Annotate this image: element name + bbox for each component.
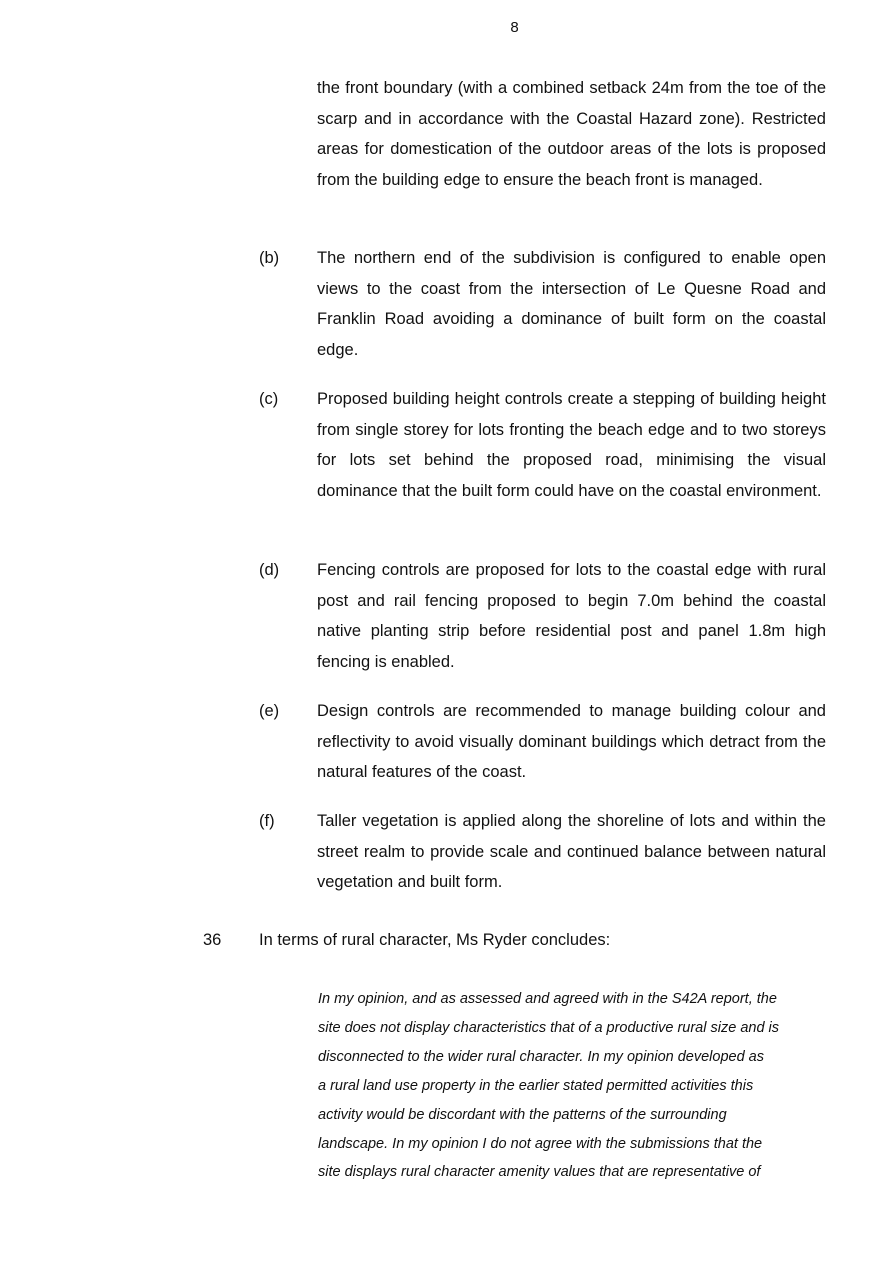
- list-item-c: [259, 384, 827, 506]
- paragraph-text: In terms of rural character, Ms Ryder concludes:: [259, 931, 611, 949]
- list-item-text: The northern end of the subdivision is configured to enable open views to the coast from the intersection of Le Quesne Road and Franklin Road avoiding a dominance of built form on the coastal edge.: [317, 249, 826, 359]
- list-item-b: [259, 243, 827, 365]
- list-item-d: [259, 555, 827, 677]
- quote-line: In my opinion, and as assessed and agreed with in the S42A report, the: [318, 991, 777, 1007]
- list-item-f: [259, 806, 827, 898]
- quote-line: landscape. In my opinion I do not agree with the submissions that the: [318, 1135, 763, 1152]
- list-item-text: Taller vegetation is applied along the shoreline of lots and within the street realm to provide scale and continued balance between natural vegetation and built form.: [317, 812, 826, 891]
- block-quote: [318, 985, 827, 1187]
- paragraph-number: 36: [203, 931, 222, 949]
- quote-line: activity would be discordant with the patterns of the surrounding: [318, 1106, 727, 1123]
- list-item-label: (b): [259, 249, 280, 267]
- page-number: 8: [510, 19, 519, 36]
- quote-line: site does not display characteristics that of a productive rural size and is: [318, 1019, 780, 1036]
- list-item-label: (d): [259, 561, 280, 579]
- list-item-text: Proposed building height controls create a stepping of building height from single storey for lots fronting the beach edge and to two storeys for lots set behind the proposed road, minimising the visual dominance that the built form could have on the coastal environment.: [317, 390, 826, 500]
- list-item-label: (c): [259, 390, 279, 408]
- list-item-label: (e): [259, 702, 280, 720]
- paragraph-36: [203, 925, 827, 956]
- list-item-label: (f): [259, 812, 275, 830]
- quote-line: disconnected to the wider rural character. In my opinion developed as: [318, 1048, 764, 1065]
- list-item-text: Fencing controls are proposed for lots to the coastal edge with rural post and rail fencing proposed to begin 7.0m behind the coastal native planting strip before residential post and panel 1.8m high fencing is enabled.: [317, 561, 826, 671]
- continuation-paragraph: the front boundary (with a combined setback 24m from the toe of the scarp and in accordance with the Coastal Hazard zone). Restricted areas for domestication of the outdoor areas of the lots is proposed from the building edge to ensure the beach front is managed.: [317, 79, 826, 189]
- quote-line: a rural land use property in the earlier stated permitted activities this: [318, 1077, 754, 1094]
- quote-line: site displays rural character amenity values that are representative of: [318, 1164, 761, 1181]
- list-item-e: [259, 696, 827, 788]
- list-item-text: Design controls are recommended to manage building colour and reflectivity to avoid visually dominant buildings which detract from the natural features of the coast.: [317, 702, 826, 781]
